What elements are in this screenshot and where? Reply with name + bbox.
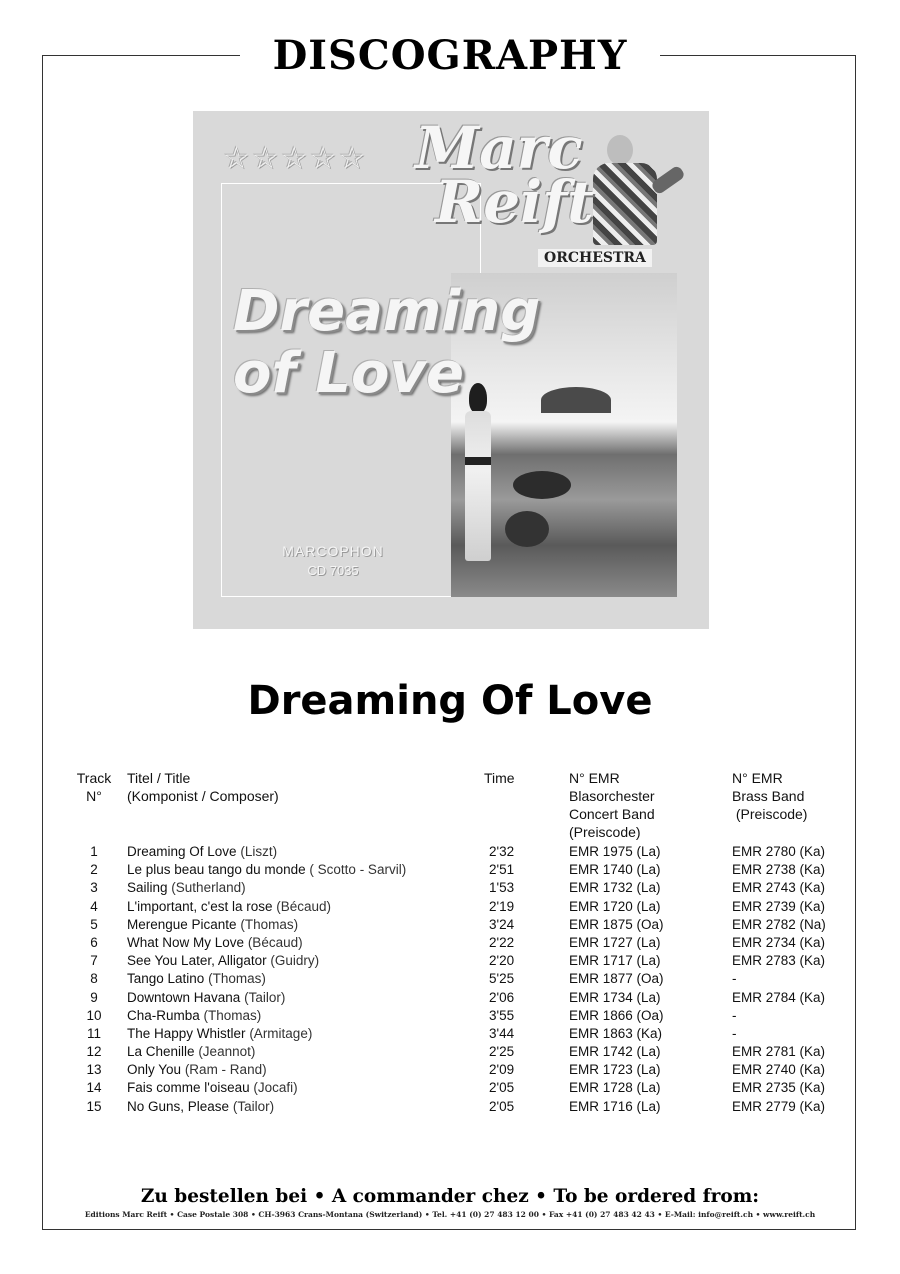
track-number: 12 [86, 1044, 102, 1060]
track-title-cell [127, 1025, 312, 1043]
track-composer: (Thomas) [208, 971, 266, 987]
track-time: 3'44 [489, 1025, 515, 1041]
brass-band-code: EMR 2735 (Ka) [732, 1080, 826, 1096]
brand-orchestra: ORCHESTRA [538, 249, 652, 267]
record-label [253, 541, 413, 581]
track-time: 5'25 [489, 971, 515, 987]
brass-band-code: EMR 2780 (Ka) [732, 844, 826, 859]
photo-rock [513, 471, 571, 499]
brass-band-code: EMR 2781 (Ka) [732, 1044, 826, 1060]
catalog-number: CD 7035 [307, 563, 359, 578]
label-name: MARCOPHON [282, 543, 384, 559]
table-row [0, 989, 900, 1007]
column-header-title [127, 769, 427, 805]
header-line: Track [76, 770, 112, 786]
table-row [0, 879, 900, 897]
table-row [0, 1079, 900, 1097]
header-line: Titel / Title [127, 770, 191, 786]
brass-band-code: - [732, 1025, 737, 1041]
track-title-cell [127, 1061, 267, 1079]
cover-album-line-2: of Love [233, 341, 464, 406]
concert-band-code: EMR 1723 (La) [569, 1062, 661, 1078]
track-title-cell [127, 989, 285, 1007]
track-time: 3'24 [489, 916, 515, 932]
track-number: 3 [90, 880, 98, 896]
track-time: 2'32 [489, 844, 515, 859]
track-composer: (Thomas) [203, 1007, 262, 1023]
track-composer: (Sutherland) [171, 880, 246, 896]
track-title: Sailing [127, 880, 168, 896]
track-title: Cha-Rumba [127, 1007, 200, 1023]
track-composer: ( Scotto - Sarvil) [309, 862, 407, 878]
track-number: 10 [86, 1007, 102, 1023]
track-time: 1'53 [489, 880, 515, 896]
brass-band-code: EMR 2734 (Ka) [732, 934, 826, 950]
track-composer: (Jocafi) [253, 1080, 298, 1096]
track-title: Fais comme l'oiseau [127, 1080, 250, 1096]
track-composer: (Tailor) [244, 989, 286, 1005]
cover-album-line-1: Dreaming [233, 279, 541, 344]
track-composer: (Thomas) [240, 916, 299, 932]
brand-line-2: Reift [435, 168, 594, 236]
concert-band-code: EMR 1716 (La) [569, 1098, 661, 1114]
cover-album-title [233, 281, 540, 405]
table-row [0, 843, 900, 861]
concert-band-code: EMR 1728 (La) [569, 1080, 661, 1096]
track-title: The Happy Whistler [127, 1025, 246, 1041]
brass-band-code: - [732, 971, 737, 987]
photo-woman [461, 383, 495, 563]
track-title: Dreaming Of Love [127, 844, 237, 859]
track-title-cell [127, 1079, 298, 1097]
photo-hill [541, 387, 611, 413]
page-heading: DISCOGRAPHY [240, 30, 660, 82]
concert-band-code: EMR 1732 (La) [569, 880, 661, 896]
concert-band-code: EMR 1734 (La) [569, 989, 661, 1005]
table-row [0, 898, 900, 916]
brass-band-code: - [732, 1007, 737, 1023]
concert-band-code: EMR 1975 (La) [569, 844, 661, 859]
track-title: Merengue Picante [127, 916, 237, 932]
track-time: 2'20 [489, 953, 515, 969]
column-header-time [484, 769, 524, 787]
track-time: 2'05 [489, 1098, 515, 1114]
header-line: N° [86, 788, 102, 804]
track-number: 15 [86, 1098, 102, 1114]
concert-band-code: EMR 1863 (Ka) [569, 1025, 663, 1041]
track-title-cell [127, 916, 298, 934]
track-composer: (Ram - Rand) [184, 1062, 267, 1078]
brass-band-code: EMR 2783 (Ka) [732, 953, 826, 969]
track-number: 7 [90, 953, 98, 969]
track-title: See You Later, Alligator [127, 953, 267, 969]
track-title-cell [127, 843, 277, 861]
album-title: Dreaming Of Love [247, 678, 653, 724]
concert-band-code: EMR 1720 (La) [569, 898, 661, 914]
track-title-cell [127, 970, 266, 988]
concert-band-code: EMR 1877 (Oa) [569, 971, 664, 987]
track-title-cell [127, 1098, 274, 1116]
brass-band-code: EMR 2739 (Ka) [732, 898, 826, 914]
header-line: N° EMR [732, 770, 783, 786]
header-line: Brass Band [732, 788, 805, 804]
table-row [0, 1098, 900, 1116]
brand-logo [415, 114, 594, 236]
brass-band-code: EMR 2784 (Ka) [732, 989, 826, 1005]
table-row [0, 1043, 900, 1061]
track-composer: (Guidry) [270, 953, 320, 969]
track-composer: (Armitage) [249, 1025, 313, 1041]
track-number: 8 [90, 971, 98, 987]
header-line: N° EMR [569, 770, 620, 786]
track-composer: (Liszt) [240, 844, 278, 859]
concert-band-code: EMR 1742 (La) [569, 1044, 661, 1060]
order-info: Zu bestellen bei • A commander chez • To be ordered from: [140, 1186, 760, 1207]
conductor-arm [650, 165, 686, 196]
track-title-cell [127, 1043, 255, 1061]
track-number: 14 [86, 1080, 102, 1096]
table-row [0, 916, 900, 934]
conductor-shirt [593, 163, 657, 245]
table-row [0, 1061, 900, 1079]
album-cover [193, 111, 709, 629]
table-row [0, 1025, 900, 1043]
track-title-cell [127, 1007, 261, 1025]
column-header-brass-band [732, 769, 882, 823]
column-header-concert-band [569, 769, 719, 841]
track-title: Tango Latino [127, 971, 205, 987]
publisher-address: Editions Marc Reift • Case Postale 308 • CH-3963 Crans-Montana (Switzerland) • Tel. +41 (0) 27 483 12 00 • Fax +41 (0) 27 483 42 43 • E-Mail: info@reift.ch • www.reift.ch [84, 1210, 816, 1219]
concert-band-code: EMR 1875 (Oa) [569, 916, 664, 932]
header-line: (Preiscode) [732, 806, 808, 822]
header-line: Time [484, 770, 515, 786]
conductor-face [607, 135, 633, 165]
stars-icon: ☆☆☆☆☆ [223, 141, 368, 176]
table-row [0, 1007, 900, 1025]
brass-band-code: EMR 2738 (Ka) [732, 862, 826, 878]
track-title: L'important, c'est la rose [127, 898, 273, 914]
column-header-track [74, 769, 114, 805]
track-title-cell [127, 879, 246, 897]
track-time: 2'51 [489, 862, 515, 878]
brass-band-code: EMR 2740 (Ka) [732, 1062, 826, 1078]
track-composer: (Tailor) [232, 1098, 275, 1114]
table-row [0, 952, 900, 970]
track-time: 2'19 [489, 898, 515, 914]
concert-band-code: EMR 1866 (Oa) [569, 1007, 664, 1023]
track-title-cell [127, 952, 319, 970]
track-title: Downtown Havana [127, 989, 241, 1005]
track-title-cell [127, 861, 406, 879]
table-row [0, 861, 900, 879]
track-number: 6 [90, 934, 98, 950]
brass-band-code: EMR 2743 (Ka) [732, 880, 826, 896]
concert-band-code: EMR 1727 (La) [569, 934, 661, 950]
photo-rock [505, 511, 549, 547]
header-line: (Preiscode) [569, 824, 641, 840]
woman-belt [465, 457, 491, 465]
track-title-cell [127, 934, 303, 952]
track-title-cell [127, 898, 331, 916]
header-line: Concert Band [569, 806, 655, 822]
header-line: Blasorchester [569, 788, 655, 804]
track-time: 2'22 [489, 934, 515, 950]
track-number: 11 [86, 1025, 101, 1041]
brand-line-1: Marc [415, 114, 583, 182]
track-time: 2'25 [489, 1044, 515, 1060]
track-number: 1 [90, 844, 98, 859]
track-number: 4 [90, 898, 98, 914]
track-time: 3'55 [489, 1007, 515, 1023]
track-title: No Guns, Please [127, 1098, 230, 1114]
woman-dress [465, 411, 491, 561]
track-time: 2'05 [489, 1080, 515, 1096]
brass-band-code: EMR 2782 (Na) [732, 916, 826, 932]
concert-band-code: EMR 1717 (La) [569, 953, 661, 969]
conductor-photo [593, 131, 683, 251]
brass-band-code: EMR 2779 (Ka) [732, 1098, 826, 1114]
header-line: (Komponist / Composer) [127, 788, 279, 804]
track-number: 9 [90, 989, 98, 1005]
track-composer: (Bécaud) [276, 898, 332, 914]
track-title: La Chenille [127, 1044, 195, 1060]
table-row [0, 970, 900, 988]
track-title: Le plus beau tango du monde [127, 862, 306, 878]
track-list [0, 843, 900, 1116]
track-number: 5 [90, 916, 98, 932]
track-number: 2 [90, 862, 98, 878]
table-row [0, 934, 900, 952]
track-number: 13 [86, 1062, 102, 1078]
track-time: 2'06 [489, 989, 515, 1005]
track-title: Only You [127, 1062, 182, 1078]
concert-band-code: EMR 1740 (La) [569, 862, 661, 878]
track-composer: (Bécaud) [247, 934, 303, 950]
track-composer: (Jeannot) [198, 1044, 256, 1060]
track-title: What Now My Love [127, 934, 245, 950]
track-time: 2'09 [489, 1062, 515, 1078]
